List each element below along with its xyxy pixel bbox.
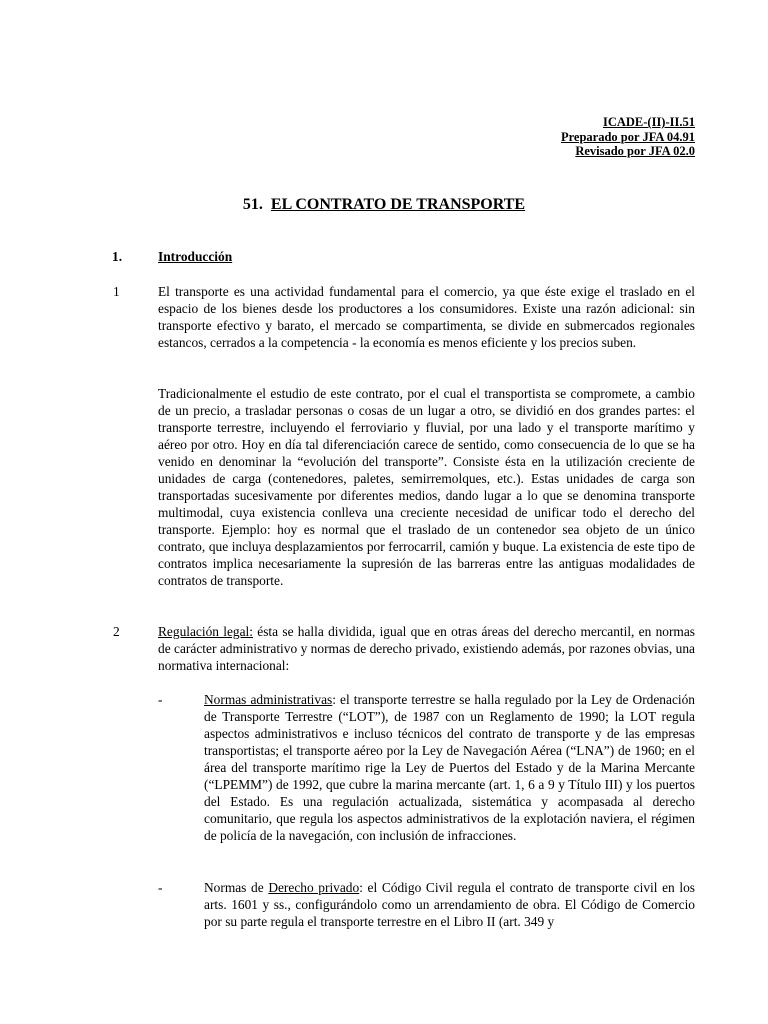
bullet-dash: - xyxy=(158,692,163,707)
paragraph xyxy=(158,623,695,674)
bullet-dash: - xyxy=(158,880,163,895)
bullet-item xyxy=(204,879,695,930)
prepared-by: Preparado por JFA 04.91 xyxy=(560,129,695,144)
bullet-item xyxy=(204,691,695,844)
paragraph: El transporte es una actividad fundamental para el comercio, ya que éste exige el traslado en el espacio de los bienes desde los productores a los consumidores. Existe una razón adicional: sin transporte efectivo y barato, el mercado se compartimenta, se divide en submercados regionales estancos, cerrados a la competencia - la economía es menos eficiente y los precios suben. xyxy=(158,284,695,350)
bullet-text: : el transporte terrestre se halla regulado por la Ley de Ordenación de Transporte Terrestre (“LOT”), de 1987 con un Reglamento de 1990; la LOT regula aspectos administrativos e incluso técnicos del contrato de transporte y de las empresas transportistas; el transporte aéreo por la Ley de Navegación Aérea (“LNA”) de 1960; en el área del transporte marítimo rige la Ley de Puertos del Estado y de la Marina Mercante (“LPEMM”) de 1992, que cubre la marina mercante (art. 1, 6 a 9 y Título III) y los puertos del Estado. Es una regulación actualizada, sistemática y acompasada al derecho comunitario, que regula los aspectos administrativos de la explotación naviera, el régimen de policía de la navegación, con inclusión de infracciones. xyxy=(204,692,695,843)
section-title: Introducción xyxy=(158,249,233,264)
bullet-prefix: Normas de xyxy=(204,880,269,895)
document-title xyxy=(0,195,768,215)
revised-by: Revisado por JFA 02.0 xyxy=(575,144,695,158)
title-number: 51. xyxy=(242,196,263,213)
bullet-label: Derecho privado xyxy=(268,880,360,895)
section-heading xyxy=(112,248,232,265)
paragraph-text: ésta se halla dividida, igual que en otras áreas del derecho mercantil, en normas de carácter administrativo y normas de derecho privado, existiendo además, por razones obvias, una normativa internacional: xyxy=(158,624,695,673)
bullet-text: : el Código Civil regula el contrato de transporte civil en los arts. 1601 y ss., configurándolo como un arrendamiento de obra. El Código de Comercio por su parte regula el transporte terrestre en el Libro II (art. 349 y xyxy=(204,880,696,929)
title-text: EL CONTRATO DE TRANSPORTE xyxy=(270,196,526,213)
paragraph-number: 1 xyxy=(113,284,120,299)
document-code: ICADE-(II)-II.51 xyxy=(602,115,695,129)
paragraph-number: 2 xyxy=(113,624,120,639)
document-reference xyxy=(561,115,695,159)
bullet-label: Normas administrativas xyxy=(204,692,333,707)
paragraph-label: Regulación legal: xyxy=(158,624,253,639)
paragraph: Tradicionalmente el estudio de este contrato, por el cual el transportista se compromete, a cambio de un precio, a trasladar personas o cosas de un lugar a otro, se dividió en dos grandes partes: el transporte terrestre, incluyendo el ferroviario y fluvial, por una lado y el transporte marítimo y aéreo por otro. Hoy en día tal diferenciación carece de sentido, como consecuencia de lo que se ha venido en denominar la “evolución del transporte”. Consiste ésta en la utilización creciente de unidades de carga (contenedores, paletes, semirremolques, etc.). Estas unidades de carga son transportadas sucesivamente por diferentes medios, dando lugar a lo que se denomina transporte multimodal, cuya existencia conlleva una creciente necesidad de unificar todo el derecho del transporte. Ejemplo: hoy es normal que el traslado de un contenedor sea objeto de un único contrato, que incluya desplazamientos por ferrocarril, camión y buque. La existencia de este tipo de contratos implica necesariamente la supresión de las barreras entre las antiguas modalidades de contratos de transporte. xyxy=(158,386,695,588)
section-number: 1. xyxy=(112,249,123,264)
